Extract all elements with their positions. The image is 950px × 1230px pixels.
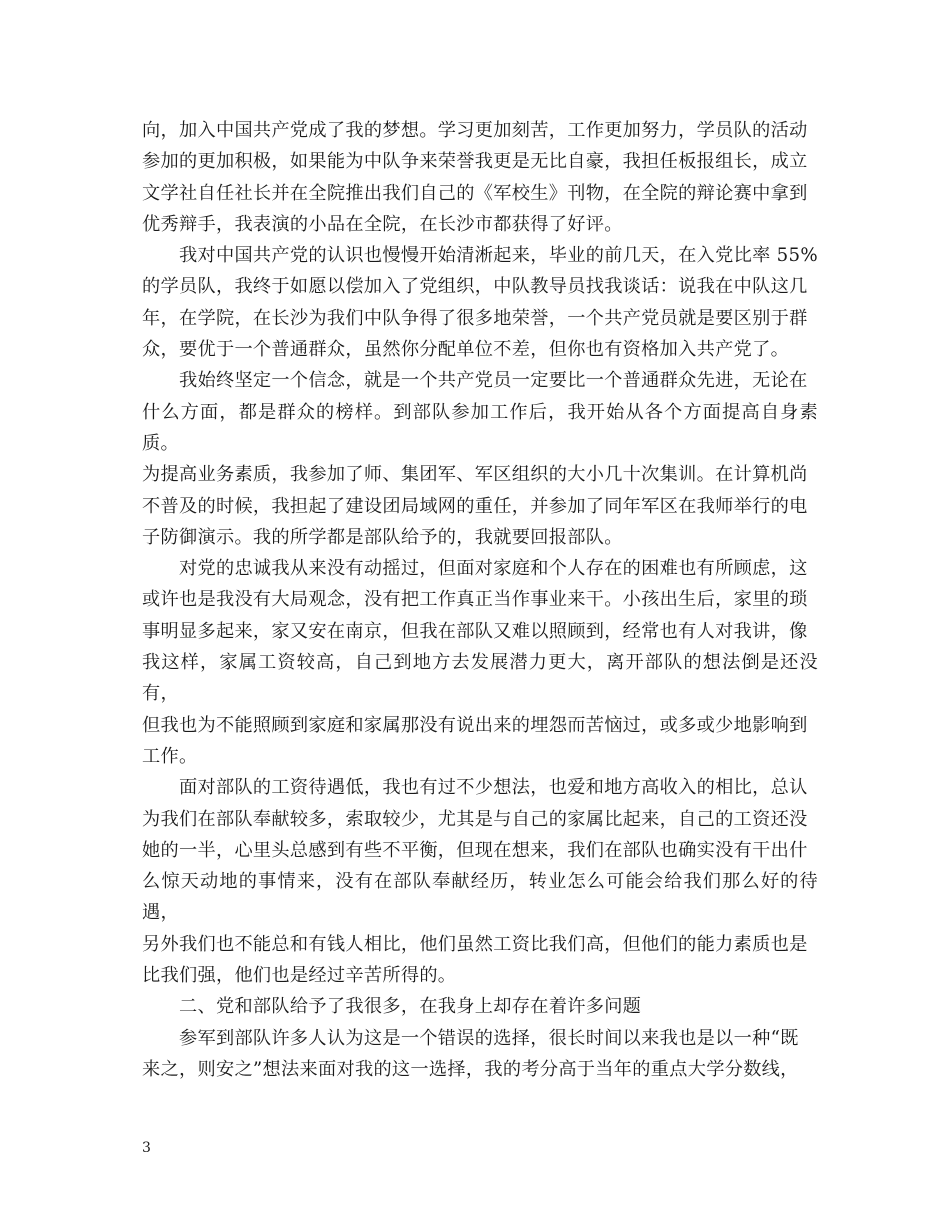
paragraph-6: 参军到部队许多人认为这是一个错误的选择，很长时间以来我也是以一种“既 来之，则安之”想法来面对我的这一选择，我的考分高于当年的重点大学分数线， [142, 1027, 799, 1080]
document-body [142, 115, 818, 1085]
paragraph-2: 我对中国共产党的认识也慢慢开始清淅起来，毕业的前几天，在入党比率 55% 的学员队，我终于如愿以偿加入了党组织，中队教导员找我谈话：说我在中队这几 年，在学院，在长沙为我们中队争得了很多地荣誉，一个共产党员就是要区别于群 众，要优于一个普通群众，虽然你分配单位不差，但你也有资格加入共产党了。 [142, 245, 818, 361]
paragraph-1: 向，加入中国共产党成了我的梦想。学习更加刻苦，工作更加努力，学员队的活动 参加的更加积极，如果能为中队争来荣誉我更是无比自豪，我担任板报组长，成立 文学社自任社长并在全院推出我们自己的《军校生》刊物，在全院的辩论赛中拿到 优秀辩手，我表演的小品在全院，在长沙市都获得了好评。 [142, 120, 808, 235]
section-heading: 二、党和部队给予了我很多，在我身上却存在着许多问题 [142, 996, 642, 1018]
page-number: 3 [142, 1140, 151, 1156]
paragraph-4: 对党的忠诚我从来没有动摇过，但面对家庭和个人存在的困难也有所顾虑，这 或许也是我没有大局观念，没有把工作真正当作事业来干。小孩出生后，家里的琐 事明显多起来，家又安在南京，但我在部队又难以照顾到，经常也有人对我讲，像 我这样，家属工资较高，自己到地方去发展潜力更大，离开部队的想法倒是还没有， 但我也为不能照顾到家庭和家属那没有说出来的埋怨而苦恼过，或多或少地影响到 工作。 [142, 558, 818, 767]
paragraph-3: 我始终坚定一个信念，就是一个共产党员一定要比一个普通群众先进，无论在 什么方面，都是群众的榜样。到部队参加工作后，我开始从各个方面提高自身素质。 为提高业务素质，我参加了师、集团军、军区组织的大小几十次集训。在计算机尚 不普及的时候，我担起了建设团局域网的重任，并参加了同年军区在我师举行的电 子防御演示。我的所学都是部队给予的，我就要回报部队。 [142, 370, 818, 548]
paragraph-5: 面对部队的工资待遇低，我也有过不少想法，也爱和地方高收入的相比，总认 为我们在部队奉献较多，索取较少，尤其是与自己的家属比起来，自己的工资还没 她的一半，心里头总感到有些不平衡，但现在想来，我们在部队也确实没有干出什 么惊天动地的事情来，没有在部队奉献经历，转业怎么可能会给我们那么好的待遇， 另外我们也不能总和有钱人相比，他们虽然工资比我们高，但他们的能力素质也是 比我们强，他们也是经过辛苦所得的。 [142, 777, 818, 987]
